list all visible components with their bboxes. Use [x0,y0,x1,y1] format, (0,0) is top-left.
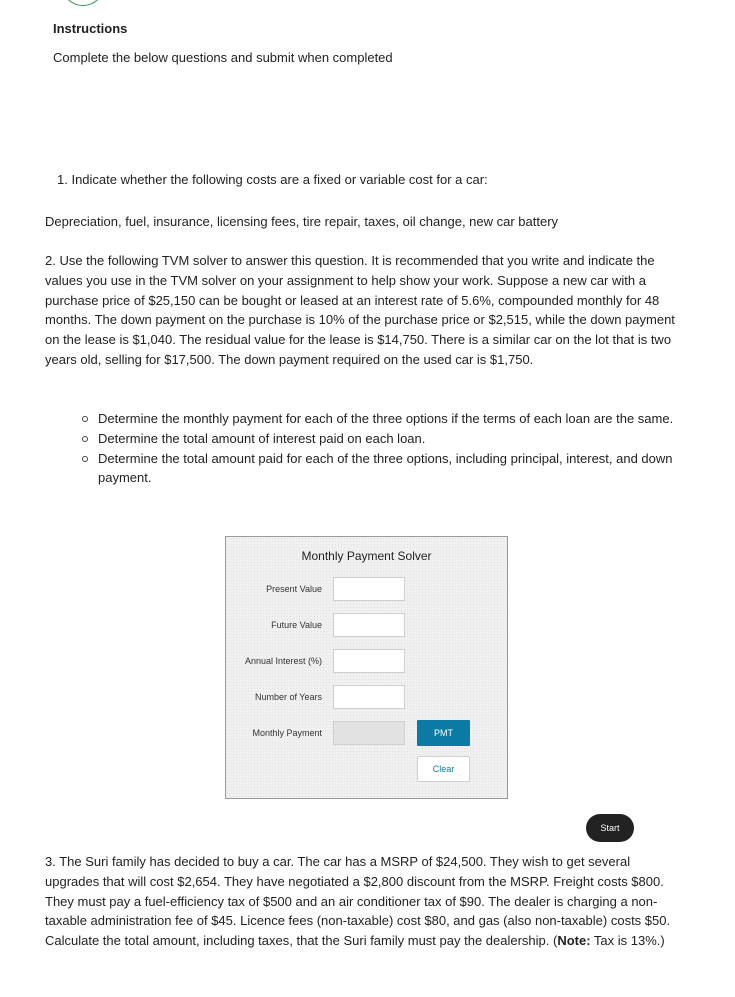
monthly-payment-solver [225,536,508,799]
start-button[interactable]: Start [586,814,634,842]
monthly-payment-label: Monthly Payment [252,728,322,738]
note-text: Tax is 13%.) [590,933,665,949]
page-subtitle: Complete the below questions and submit when completed [53,50,393,65]
question-2-text: 2. Use the following TVM solver to answer this question. It is recommended that you write and indicate the values you use in the TVM solver on your assignment to help show your work. Suppose a new car with a purchase price of $25,150 can be bought or leased at an interest rate of 5.6%, compounded monthly for 48 months. The down payment on the purchase is 10% of the purchase price or $2,515, while the down payment on the lease is $1,040. The residual value for the lease is $14,750. There is a similar car on the lot that is two years old, selling for $17,500. The down payment required on the used car is $1,750. [45,253,675,367]
question-1-costs: Depreciation, fuel, insurance, licensing fees, tire repair, taxes, oil change, new car battery [45,214,559,229]
question-3-body: 3. The Suri family has decided to buy a car. The car has a MSRP of $24,500. They wish to get several upgrades that will cost $2,654. They have negotiated a $2,800 discount from the MSRP. Freight costs $800. They must pay a fuel-efficiency tax of $500 and an air conditioner tax of $90. The dealer is charging a non-taxable administration fee of $45. Licence fees (non-taxable) cost $80, and gas (also non-taxable) costs $50. Calculate the total amount, including taxes, that the Suri family must pay the dealership. ( [45,854,671,949]
question-1-prompt: 1. Indicate whether the following costs are a fixed or variable cost for a car: [57,172,488,187]
number-of-years-label: Number of Years [254,692,322,702]
present-value-label: Present Value [266,584,322,594]
annual-interest-input[interactable] [333,649,405,673]
note-label: Note: [557,933,591,949]
clear-button[interactable]: Clear [417,756,470,782]
bullet-item: Determine the monthly payment for each of the three options if the terms of each loan are the same. [98,409,688,429]
solver-title: Monthly Payment Solver [301,549,432,563]
question-3-text [45,852,685,951]
future-value-label: Future Value [271,620,322,630]
future-value-input[interactable] [333,613,405,637]
annual-interest-label: Annual Interest (%) [244,656,322,666]
bullet-item: Determine the total amount of interest paid on each loan. [98,429,688,449]
number-of-years-input[interactable] [333,685,405,709]
logo-ring-icon [63,0,103,6]
present-value-input[interactable] [333,577,405,601]
question-2-bullets [98,409,688,488]
pmt-button[interactable]: PMT [417,720,470,746]
bullet-item: Determine the total amount paid for each of the three options, including principal, interest, and down payment. [98,449,688,489]
page-title: Instructions [53,21,128,36]
monthly-payment-output [333,721,405,745]
